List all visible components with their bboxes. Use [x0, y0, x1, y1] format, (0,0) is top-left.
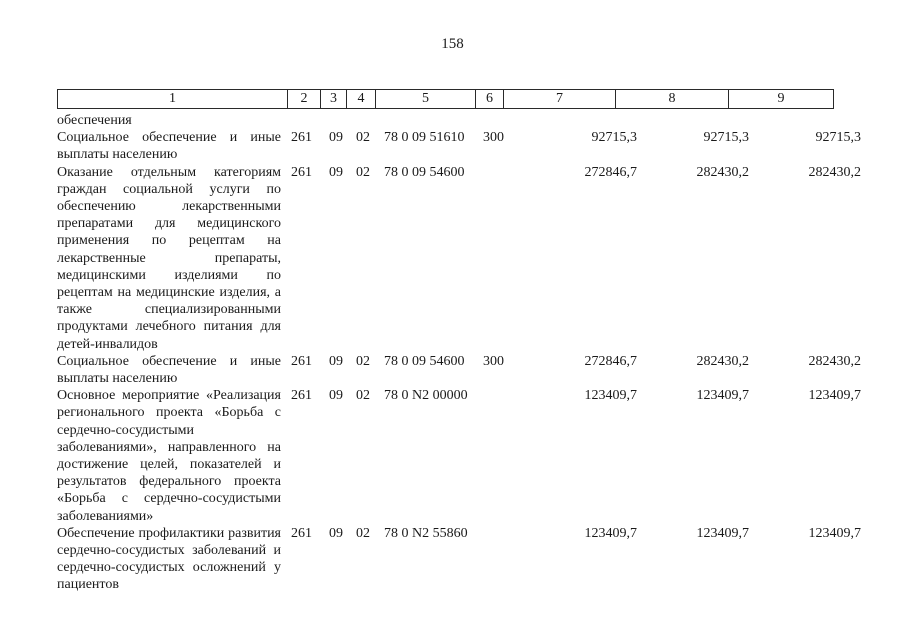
column-header-1: 1 — [58, 90, 288, 109]
row-section-code: 09 — [329, 130, 343, 146]
column-header-2: 2 — [288, 90, 321, 109]
row-description: Социальное обеспечение и иные выплаты населению — [57, 353, 281, 387]
row-target-article: 78 0 09 51610 — [384, 130, 465, 146]
row-target-article: 78 0 N2 00000 — [384, 388, 468, 404]
row-ministry-code: 261 — [291, 130, 312, 146]
column-header-3: 3 — [321, 90, 347, 109]
row-subsection-code: 02 — [356, 353, 370, 369]
table-row — [57, 387, 861, 525]
row-amount-col7: 123409,7 — [584, 388, 637, 404]
column-header-row — [58, 90, 834, 109]
row-subsection-code: 02 — [356, 130, 370, 146]
row-section-code: 09 — [329, 164, 343, 180]
row-ministry-code: 261 — [291, 353, 312, 369]
row-subsection-code: 02 — [356, 525, 370, 541]
row-amount-col7: 92715,3 — [591, 130, 637, 146]
row-target-article: 78 0 N2 55860 — [384, 525, 468, 541]
row-description: Основное мероприятие «Реализация регионального проекта «Борьба с сердечно-сосудистыми заболеваниями», направленного на достижение целей, показателей и результатов федерального проекта «Борьба с сердечно-сосудистыми заболеваниями» — [57, 388, 281, 524]
column-header-6: 6 — [476, 90, 504, 109]
row-section-code: 09 — [329, 388, 343, 404]
table-row — [57, 112, 847, 129]
row-amount-col8: 123409,7 — [696, 525, 749, 541]
row-amount-col9: 92715,3 — [815, 130, 861, 146]
row-amount-col7: 272846,7 — [584, 353, 637, 369]
row-subsection-code: 02 — [356, 388, 370, 404]
row-description: Социальное обеспечение и иные выплаты населению — [57, 130, 281, 163]
column-header-7: 7 — [504, 90, 616, 109]
row-description: Обеспечение профилактики развития сердечно-сосудистых заболеваний и сердечно-сосудистых осложнений у пациентов — [57, 525, 281, 593]
row-amount-col8: 92715,3 — [703, 130, 749, 146]
column-header-table — [57, 89, 834, 109]
table-row — [57, 353, 861, 387]
row-target-article: 78 0 09 54600 — [384, 353, 465, 369]
row-amount-col9: 282430,2 — [808, 353, 861, 369]
row-amount-col8: 123409,7 — [696, 388, 749, 404]
row-ministry-code: 261 — [291, 164, 312, 180]
row-amount-col8: 282430,2 — [696, 164, 749, 180]
row-amount-col8: 282430,2 — [696, 353, 749, 369]
row-description: Оказание отдельным категориям граждан социальной услуги по обеспечению лекарственными препаратами для медицинского применения по рецептам на лекарственные препараты, медицинскими изделиями по рецептам на медицинские изделия, а также специализированными продуктами лечебного питания для детей-инвалидов — [57, 164, 281, 352]
row-amount-col9: 123409,7 — [808, 525, 861, 541]
column-header-9: 9 — [729, 90, 834, 109]
budget-rows — [57, 112, 861, 594]
row-description: обеспечения — [57, 113, 132, 128]
page-number: 158 — [441, 36, 464, 52]
table-row — [57, 129, 861, 163]
table-row — [57, 525, 861, 594]
row-subsection-code: 02 — [356, 164, 370, 180]
table-row — [57, 164, 861, 353]
row-target-article: 78 0 09 54600 — [384, 164, 465, 180]
row-amount-col9: 282430,2 — [808, 164, 861, 180]
column-header-8: 8 — [616, 90, 729, 109]
row-expense-type: 300 — [483, 353, 504, 369]
column-header-5: 5 — [376, 90, 476, 109]
row-section-code: 09 — [329, 353, 343, 369]
row-amount-col9: 123409,7 — [808, 388, 861, 404]
row-ministry-code: 261 — [291, 525, 312, 541]
row-amount-col7: 123409,7 — [584, 525, 637, 541]
row-ministry-code: 261 — [291, 388, 312, 404]
column-header-4: 4 — [347, 90, 376, 109]
row-section-code: 09 — [329, 525, 343, 541]
row-amount-col7: 272846,7 — [584, 164, 637, 180]
row-expense-type: 300 — [483, 130, 504, 146]
